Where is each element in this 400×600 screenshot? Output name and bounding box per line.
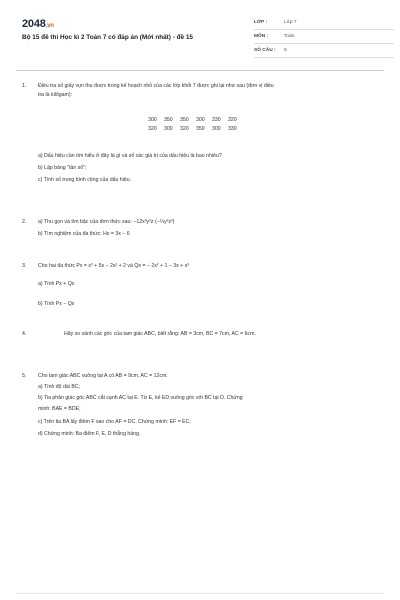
site-logo[interactable] [22,18,54,30]
question-2b: b) Tìm nghiệm của đa thức: Hx = 3x − 6 [38,231,130,237]
meta-value: Toán [284,34,295,39]
meta-value: Lớp 7 [284,20,297,25]
question-text: Cho hai đa thức Px = x³ + 5x − 2x² + 2 và Qx = − 2x² + 1 − 3x + x³ [38,263,189,269]
question-number: 2. [22,219,27,225]
question-number: 1. [22,83,27,89]
meta-row-class [254,16,394,30]
table-row [148,126,244,135]
meta-key: SỐ CÂU : [254,48,276,53]
table-cell: 300 [148,117,157,123]
table-cell: 350 [180,117,189,123]
meta-table [254,16,394,58]
question-5b-line2: minh: BAE = BDE; [38,406,81,412]
question-1a: a) Dấu hiệu cần tìm hiểu ở đây là gì và số các giá trị của dấu hiệu là bao nhiêu? [38,153,222,159]
question-1b: b) Lập bảng "tần số"; [38,165,87,171]
question-text [38,82,378,99]
question-text-line: Điều tra số giấy vụn thu được trong kế hoạch nhỏ của các lớp khối 7 được ghi lại như sau (đơn vị điều [38,83,274,89]
logo-main: 2048 [22,18,46,30]
table-cell: 320 [148,126,157,132]
meta-key: MÔN : [254,34,269,39]
table-cell: 330 [228,126,237,132]
table-cell: 320 [228,117,237,123]
table-cell: 300 [164,126,173,132]
question-2a: a) Thu gọn và tìm bậc của đơn thức sau: −12x³y²z·(−¼y²z³) [38,219,175,225]
question-1 [22,82,378,102]
table-cell: 350 [164,117,173,123]
page-title: Bộ 15 đề thi Học kì 2 Toán 7 có đáp án (Mới nhất) - đề 15 [22,34,193,41]
question-5b-line1: b) Tia phân giác góc ABC cắt cạnh AC tại E. Từ E, kẻ ED vuông góc với BC tại D. Chứng [38,395,243,401]
meta-row-count [254,44,394,58]
question-3b: b) Tính Px − Qx [38,301,75,307]
header [16,14,384,66]
table-cell: 300 [196,117,205,123]
question-1c: c) Tính số trung bình cộng của dấu hiệu. [38,177,132,183]
question-5a: a) Tính độ dài BC; [38,384,81,390]
table-cell: 350 [196,126,205,132]
table-cell: 330 [212,117,221,123]
question-number: 3. [22,263,27,269]
header-divider [16,70,384,71]
question-text: Cho tam giác ABC vuông tại A có AB = 9cm, AC = 12cm. [38,373,168,379]
meta-row-subject [254,30,394,44]
question-number: 5. [22,373,27,379]
question-4-text: Hãy so sánh các góc của tam giác ABC, biết rằng: AB = 3cm, BC = 7cm, AC = 6cm. [64,331,256,337]
logo-suffix: .vn [45,23,54,29]
meta-value: 5 [284,48,287,53]
table-cell: 320 [180,126,189,132]
question-5d: d) Chứng minh: Ba điểm F, E, D thẳng hàng. [38,431,141,437]
question-number: 4. [22,331,27,337]
meta-key: LỚP : [254,20,268,25]
page-bottom-divider [16,593,384,594]
question-3a: a) Tính Px + Qx [38,281,75,287]
data-table [148,117,244,135]
table-cell: 300 [212,126,221,132]
question-5c: c) Trên tia BA lấy điểm F sao cho AF = DC. Chứng minh: EF = EC; [38,419,191,425]
table-row [148,117,244,126]
question-text-line: tra là kilôgam): [38,91,73,98]
